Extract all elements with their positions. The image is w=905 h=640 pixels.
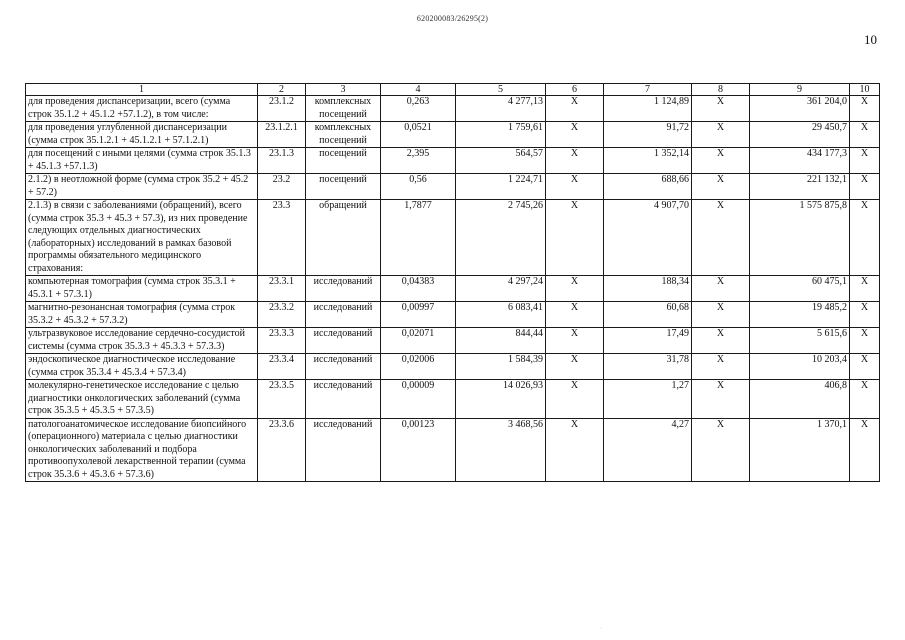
- table-cell-col-7: 1,27: [604, 380, 692, 419]
- table-cell-col-9: 29 450,7: [750, 122, 850, 148]
- column-header: 9: [750, 84, 850, 96]
- table-cell-col-1: для проведения углубленной диспансеризации (сумма строк 35.1.2.1 + 45.1.2.1 + 57.1.2.1): [26, 122, 258, 148]
- table-cell-col-6: X: [546, 148, 604, 174]
- table-cell-col-1: компьютерная томография (сумма строк 35.3.1 + 45.3.1 + 57.3.1): [26, 276, 258, 302]
- table-cell-col-6: X: [546, 354, 604, 380]
- table-row: [26, 328, 880, 354]
- table-cell-col-4: 0,0521: [381, 122, 456, 148]
- table-cell-col-1: магнитно-резонансная томография (сумма строк 35.3.2 + 45.3.2 + 57.3.2): [26, 302, 258, 328]
- table-row: [26, 418, 880, 482]
- table-cell-col-8: X: [692, 200, 750, 276]
- table-cell-col-4: 1,7877: [381, 200, 456, 276]
- table-cell-col-1: 2.1.3) в связи с заболеваниями (обращений), всего (сумма строк 35.3 + 45.3 + 57.3), из них проведение следующих отдельных диагностических (лабораторных) исследований в рамках базовой программы обязательного медицинского страхования:: [26, 200, 258, 276]
- table-cell-col-6: X: [546, 328, 604, 354]
- table-row: [26, 174, 880, 200]
- table-cell-col-5: 3 468,56: [456, 418, 546, 482]
- table-cell-col-2: 23.1.2: [258, 96, 306, 122]
- table-cell-col-9: 5 615,6: [750, 328, 850, 354]
- table-cell-col-4: 0,263: [381, 96, 456, 122]
- table-cell-col-1: 2.1.2) в неотложной форме (сумма строк 35.2 + 45.2 + 57.2): [26, 174, 258, 200]
- table-cell-col-6: X: [546, 174, 604, 200]
- table-cell-col-6: X: [546, 200, 604, 276]
- table-row: [26, 302, 880, 328]
- table-cell-col-5: 4 297,24: [456, 276, 546, 302]
- column-header: 5: [456, 84, 546, 96]
- table-cell-col-4: 0,02071: [381, 328, 456, 354]
- table-cell-col-2: 23.2: [258, 174, 306, 200]
- page-number: 10: [864, 32, 877, 47]
- table-cell-col-3: исследований: [306, 302, 381, 328]
- table-cell-col-6: X: [546, 418, 604, 482]
- table-cell-col-5: 1 224,71: [456, 174, 546, 200]
- table-cell-col-9: 361 204,0: [750, 96, 850, 122]
- table-row: [26, 96, 880, 122]
- table-cell-col-8: X: [692, 122, 750, 148]
- table-cell-col-9: 434 177,3: [750, 148, 850, 174]
- table-cell-col-1: эндоскопическое диагностическое исследование (сумма строк 35.3.4 + 45.3.4 + 57.3.4): [26, 354, 258, 380]
- table-cell-col-2: 23.3.1: [258, 276, 306, 302]
- table-cell-col-2: 23.1.3: [258, 148, 306, 174]
- table-cell-col-6: X: [546, 122, 604, 148]
- table-cell-col-6: X: [546, 380, 604, 419]
- column-header: 10: [850, 84, 880, 96]
- table-row: [26, 122, 880, 148]
- table-cell-col-3: исследований: [306, 276, 381, 302]
- table-cell-col-7: 91,72: [604, 122, 692, 148]
- document-id: 620200083/26295(2): [416, 14, 489, 23]
- table-cell-col-5: 564,57: [456, 148, 546, 174]
- table-cell-col-10: X: [850, 328, 880, 354]
- table-cell-col-9: 10 203,4: [750, 354, 850, 380]
- table-cell-col-9: 19 485,2: [750, 302, 850, 328]
- table-cell-col-7: 17,49: [604, 328, 692, 354]
- table-cell-col-7: 188,34: [604, 276, 692, 302]
- table-cell-col-2: 23.3.3: [258, 328, 306, 354]
- table-cell-col-2: 23.3.6: [258, 418, 306, 482]
- table-cell-col-8: X: [692, 354, 750, 380]
- table-cell-col-4: 2,395: [381, 148, 456, 174]
- table-cell-col-9: 406,8: [750, 380, 850, 419]
- table-cell-col-5: 2 745,26: [456, 200, 546, 276]
- table-cell-col-8: X: [692, 328, 750, 354]
- table-cell-col-8: X: [692, 96, 750, 122]
- table-cell-col-7: 688,66: [604, 174, 692, 200]
- table-cell-col-8: X: [692, 380, 750, 419]
- table-cell-col-7: 4,27: [604, 418, 692, 482]
- table-cell-col-7: 4 907,70: [604, 200, 692, 276]
- table-row: [26, 354, 880, 380]
- table-cell-col-9: 1 370,1: [750, 418, 850, 482]
- table-cell-col-9: 221 132,1: [750, 174, 850, 200]
- table-cell-col-3: исследований: [306, 418, 381, 482]
- table-cell-col-5: 844,44: [456, 328, 546, 354]
- column-header: 4: [381, 84, 456, 96]
- header-row: [26, 84, 880, 96]
- column-header: 3: [306, 84, 381, 96]
- column-header: 2: [258, 84, 306, 96]
- table-cell-col-6: X: [546, 302, 604, 328]
- table-cell-col-3: посещений: [306, 148, 381, 174]
- table-cell-col-5: 1 584,39: [456, 354, 546, 380]
- table-cell-col-1: молекулярно-генетическое исследование с целью диагностики онкологических заболеваний (сумма строк 35.3.5 + 45.3.5 + 57.3.5): [26, 380, 258, 419]
- table-cell-col-3: комплексных посещений: [306, 122, 381, 148]
- table-cell-col-8: X: [692, 276, 750, 302]
- table-cell-col-2: 23.1.2.1: [258, 122, 306, 148]
- table-cell-col-1: ультразвуковое исследование сердечно-сосудистой системы (сумма строк 35.3.3 + 45.3.3 + 57.3.3): [26, 328, 258, 354]
- scan-mark: ·: [600, 626, 602, 632]
- table-cell-col-9: 1 575 875,8: [750, 200, 850, 276]
- table-cell-col-5: 4 277,13: [456, 96, 546, 122]
- table-cell-col-6: X: [546, 96, 604, 122]
- table-cell-col-3: исследований: [306, 354, 381, 380]
- table-body: [26, 96, 880, 482]
- table-cell-col-2: 23.3: [258, 200, 306, 276]
- table-cell-col-5: 6 083,41: [456, 302, 546, 328]
- table-cell-col-3: обращений: [306, 200, 381, 276]
- table-cell-col-3: посещений: [306, 174, 381, 200]
- table-cell-col-3: исследований: [306, 328, 381, 354]
- table-cell-col-7: 60,68: [604, 302, 692, 328]
- table-cell-col-1: для посещений с иными целями (сумма строк 35.1.3 + 45.1.3 +57.1.3): [26, 148, 258, 174]
- table-cell-col-1: патологоанатомическое исследование биопсийного (операционного) материала с целью диагностики онкологических заболеваний и подбора противоопухолевой лекарственной терапии (сумма строк 35.3.6 + 45.3.6 + 57.3.6): [26, 418, 258, 482]
- column-header: 7: [604, 84, 692, 96]
- table-cell-col-10: X: [850, 200, 880, 276]
- table-cell-col-8: X: [692, 418, 750, 482]
- table-cell-col-10: X: [850, 174, 880, 200]
- column-header: 1: [26, 84, 258, 96]
- table-cell-col-8: X: [692, 148, 750, 174]
- table-cell-col-7: 1 352,14: [604, 148, 692, 174]
- table-cell-col-4: 0,00123: [381, 418, 456, 482]
- table-cell-col-4: 0,00997: [381, 302, 456, 328]
- column-header: 8: [692, 84, 750, 96]
- table-cell-col-10: X: [850, 380, 880, 419]
- table-cell-col-2: 23.3.5: [258, 380, 306, 419]
- table-cell-col-8: X: [692, 302, 750, 328]
- table-cell-col-7: 31,78: [604, 354, 692, 380]
- table-cell-col-10: X: [850, 418, 880, 482]
- table-cell-col-10: X: [850, 302, 880, 328]
- table-cell-col-4: 0,02006: [381, 354, 456, 380]
- table-row: [26, 148, 880, 174]
- table-row: [26, 200, 880, 276]
- data-table: [25, 83, 880, 482]
- table-cell-col-3: комплексных посещений: [306, 96, 381, 122]
- table-cell-col-3: исследований: [306, 380, 381, 419]
- table-cell-col-10: X: [850, 122, 880, 148]
- table-cell-col-2: 23.3.4: [258, 354, 306, 380]
- table-row: [26, 380, 880, 419]
- table-cell-col-4: 0,56: [381, 174, 456, 200]
- table-cell-col-2: 23.3.2: [258, 302, 306, 328]
- table-row: [26, 276, 880, 302]
- table-cell-col-4: 0,00009: [381, 380, 456, 419]
- table-cell-col-1: для проведения диспансеризации, всего (сумма строк 35.1.2 + 45.1.2 +57.1.2), в том числе:: [26, 96, 258, 122]
- column-header: 6: [546, 84, 604, 96]
- table-cell-col-5: 14 026,93: [456, 380, 546, 419]
- table-cell-col-9: 60 475,1: [750, 276, 850, 302]
- table-cell-col-10: X: [850, 354, 880, 380]
- table-cell-col-10: X: [850, 96, 880, 122]
- table-cell-col-10: X: [850, 148, 880, 174]
- table-cell-col-8: X: [692, 174, 750, 200]
- table-cell-col-10: X: [850, 276, 880, 302]
- table-cell-col-7: 1 124,89: [604, 96, 692, 122]
- table-cell-col-4: 0,04383: [381, 276, 456, 302]
- table-cell-col-5: 1 759,61: [456, 122, 546, 148]
- table-cell-col-6: X: [546, 276, 604, 302]
